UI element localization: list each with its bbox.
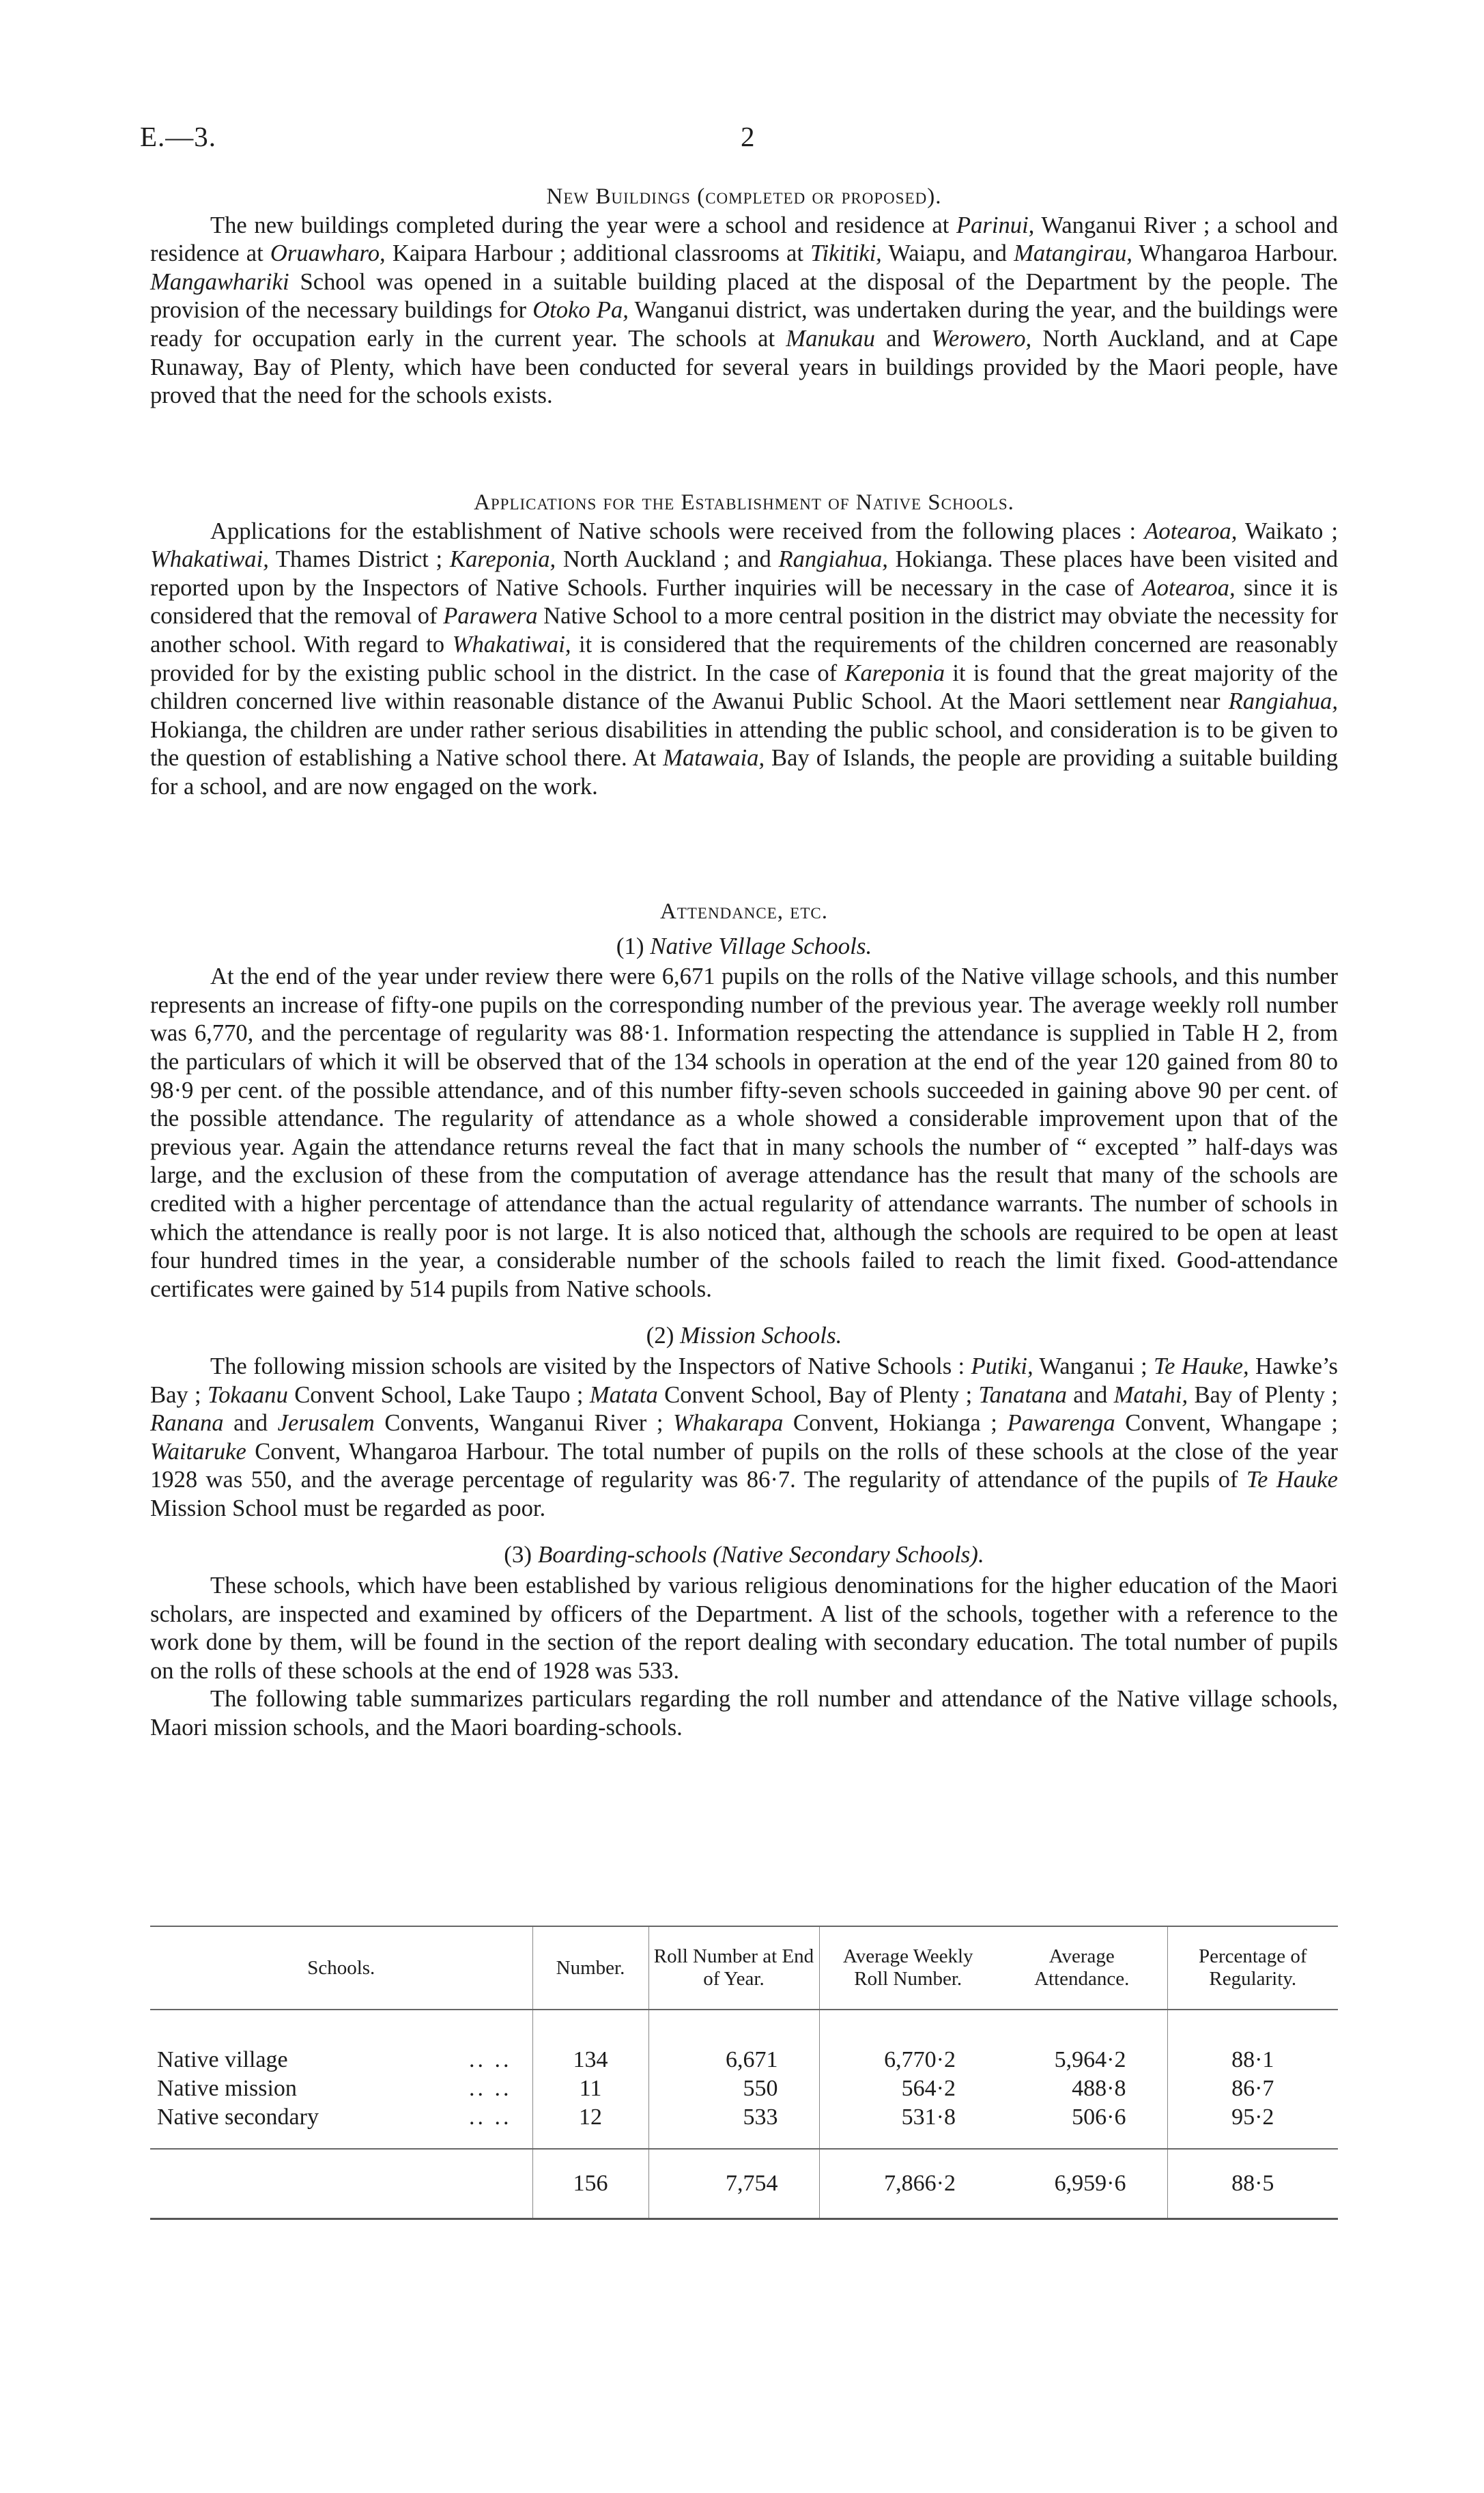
school-name: Native secondary <box>157 2104 319 2130</box>
section-title-attendance: Attendance, etc. <box>660 899 828 924</box>
place-name: Tokaanu <box>208 1381 288 1408</box>
cell-regularity: 88·1 <box>1167 2010 1338 2074</box>
total-label-empty <box>150 2149 532 2219</box>
subsection-number-boarding: (3) <box>504 1541 532 1568</box>
col-header-weekly: Average Weekly Roll Number. <box>819 1926 997 2010</box>
place-name: Whakarapa <box>673 1410 784 1437</box>
place-name: Te Hauke, <box>1154 1353 1249 1379</box>
paragraph-applications: Applications for the establishment of Native schools were received from the following places : Aotearoa, Waikato ; Whakatiwai, Thames District ; Kareponia, North Auckland ; and Rangiahua, Hokianga. These places have been visited and reported upon by the Inspectors of Native Schools. Further inquiries will be necessary in the case of Aotearoa, since it is considered that the removal of Parawera Native School to a more central position in the district may obviate the necessity for another school. With regard to Whakatiwai, it is considered that the requirements of the children concerned are reasonably provided for by the existing public school in the district. In the case of Kareponia it is found that the great majority of the children concerned live within reasonable distance of the Awanui Public School. At the Maori settlement near Rangiahua, Hokianga, the children are under rather serious disabilities in attending the public school, and consideration is to be given to the question of establishing a Native school there. At Matawaia, Bay of Islands, the people are providing a suitable building for a school, and are now engaged on the work. <box>150 518 1339 800</box>
page-number: 2 <box>741 121 755 152</box>
table-header-row <box>150 1926 1338 2010</box>
place-name: Te Hauke <box>1246 1467 1338 1493</box>
cell-attendance: 506·6 <box>1072 2104 1126 2130</box>
section-title-applications: Applications for the Establishment of Native Schools. <box>474 490 1014 515</box>
col-header-schools: Schools. <box>150 1926 532 2010</box>
row-label <box>150 2010 532 2074</box>
cell-roll: 6,671 <box>648 2010 819 2074</box>
cell-weekly: 564·2 <box>819 2074 997 2103</box>
place-name: Matata <box>589 1381 658 1408</box>
cell-number: 11 <box>532 2074 648 2103</box>
section-attendance <box>150 898 1338 1743</box>
subsection-title-boarding <box>150 1540 1338 1569</box>
leader-dots: .. .. <box>469 2047 512 2072</box>
place-name: Whakatiwai, <box>150 546 269 573</box>
subsection-label-mission: Mission Schools. <box>680 1322 842 1349</box>
place-name: Matahi, <box>1113 1381 1188 1408</box>
col-header-regularity: Percentage of Regularity. <box>1167 1926 1338 2010</box>
paragraph-village-schools: At the end of the year under review there were 6,671 pupils on the rolls of the Native village schools, and this number represents an increase of fifty-one pupils on the corresponding number of the previous year. The average weekly roll number was 6,770, and the percentage of regularity was 88·1. Information respecting the attendance is supplied in Table H 2, from the particulars of which it will be observed that of the 134 schools in operation at the end of the year 120 gained from 80 to 98·9 per cent. of the possible attendance, and of this number fifty-seven schools succeeded in gaining above 90 per cent. of the possible attendance. The regularity of attendance as a whole showed a considerable improvement upon that of the previous year. Again the attendance returns reveal the fact that in many schools the number of “ excepted ” half-days was large, and the exclusion of these from the computation of average attendance has the result that many of the schools are credited with a higher percentage of attendance than the actual regularity of attendance warrants. The number of schools in which the attendance is really poor is not large. It is also noticed that, although the schools are required to be open at least four hundred times in the year, a considerable number of the schools failed to reach the limit fixed. Good-attendance certificates were gained by 514 pupils from Native schools. <box>150 963 1338 1302</box>
table-row <box>150 2010 1338 2074</box>
col-header-roll: Roll Number at End of Year. <box>648 1926 819 2010</box>
total-roll: 7,754 <box>648 2149 819 2219</box>
place-name: Tanatana <box>978 1381 1067 1408</box>
place-name: Kareponia, <box>449 546 556 573</box>
place-name: Rangiahua, <box>1228 688 1338 715</box>
leader-dots: .. .. <box>469 2076 512 2101</box>
table-total-row <box>150 2149 1338 2219</box>
section-applications <box>150 489 1338 802</box>
place-name: Whakatiwai, <box>452 631 571 658</box>
place-name: Rangiahua, <box>778 546 888 573</box>
cell-roll: 533 <box>648 2103 819 2149</box>
cell-weekly: 531·8 <box>819 2103 997 2149</box>
place-name: Matangirau, <box>1014 240 1132 267</box>
total-weekly: 7,866·2 <box>819 2149 997 2219</box>
cell-regularity: 86·7 <box>1167 2074 1338 2103</box>
subsection-number-mission: (2) <box>646 1322 674 1349</box>
row-label <box>150 2103 532 2149</box>
place-name: Kareponia <box>844 660 945 686</box>
total-attendance: 6,959·6 <box>997 2149 1167 2219</box>
section-title-new-buildings: New Buildings (completed or proposed). <box>546 184 942 209</box>
cell-number: 134 <box>532 2010 648 2074</box>
place-name: Manukau <box>786 325 875 352</box>
cell-regularity: 95·2 <box>1167 2103 1338 2149</box>
table-row <box>150 2103 1338 2149</box>
paragraph-mission-schools: The following mission schools are visited by the Inspectors of Native Schools : Putiki, Wanganui ; Te Hauke, Hawke’s Bay ; Tokaanu Convent School, Lake Taupo ; Matata Convent School, Bay of Plenty ; Tanatana and Matahi, Bay of Plenty ; Ranana and Jerusalem Convents, Wanganui River ; Whakarapa Convent, Hokianga ; Pawarenga Convent, Whangape ; Waitaruke Convent, Whangaroa Harbour. The total number of pupils on the rolls of these schools at the close of the year 1928 was 550, and the average percentage of regularity was 86·7. The regularity of attendance of the pupils of Te Hauke Mission School must be regarded as poor. <box>150 1353 1339 1521</box>
paragraph-boarding-schools: These schools, which have been established by various religious denominations for the higher education of the Maori scholars, are inspected and examined by officers of the Department. A list of the schools, together with a reference to the work done by them, will be found in the section of the report dealing with secondary education. The total number of pupils on the rolls of these schools at the end of 1928 was 533. <box>150 1573 1338 1684</box>
attendance-table <box>150 1926 1338 2220</box>
series-reference: E.—3. <box>140 121 217 152</box>
cell-weekly: 6,770·2 <box>819 2010 997 2074</box>
place-name: Parinui, <box>956 212 1035 238</box>
col-header-number: Number. <box>532 1926 648 2010</box>
place-name: Pawarenga <box>1007 1410 1115 1437</box>
place-name: Parawera <box>443 603 538 630</box>
place-name: Jerusalem <box>277 1410 375 1437</box>
place-name: Aotearoa, <box>1144 518 1238 544</box>
paragraph-new-buildings: The new buildings completed during the year were a school and residence at Parinui, Wanganui River ; a school and residence at Oruawharo, Kaipara Harbour ; additional classrooms at Tikitiki, Waiapu, and Matangirau, Whangaroa Harbour. Mangawhariki School was opened in a suitable building placed at the disposal of the Department by the people. The provision of the necessary buildings for Otoko Pa, Wanganui district, was undertaken during the year, and the buildings were ready for occupation early in the current year. The schools at Manukau and Werowero, North Auckland, and at Cape Runaway, Bay of Plenty, which have been conducted for several years in buildings provided by the Maori people, have proved that the need for the schools exists. <box>150 212 1339 409</box>
leader-dots: .. .. <box>469 2104 512 2130</box>
school-name: Native village <box>157 2047 288 2072</box>
subsection-title-mission <box>150 1321 1338 1350</box>
place-name: Putiki, <box>971 1353 1033 1379</box>
paragraph-table-intro: The following table summarizes particulars regarding the roll number and attendance of the Native village schools, Maori mission schools, and the Maori boarding-schools. <box>150 1686 1338 1741</box>
section-new-buildings <box>150 183 1338 410</box>
place-name: Ranana <box>150 1410 224 1437</box>
place-name: Tikitiki, <box>810 240 882 267</box>
subsection-title-village <box>150 932 1338 961</box>
table-row <box>150 2074 1338 2103</box>
place-name: Matawaia, <box>663 745 765 772</box>
place-name: Werowero, <box>931 325 1032 352</box>
place-name: Oruawharo, <box>270 240 386 267</box>
cell-number: 12 <box>532 2103 648 2149</box>
subsection-number-village: (1) <box>616 932 644 959</box>
place-name: Aotearoa, <box>1142 574 1236 601</box>
place-name: Waitaruke <box>150 1438 246 1465</box>
school-name: Native mission <box>157 2076 297 2101</box>
place-name: Mangawhariki <box>150 268 289 295</box>
cell-attendance: 5,964·2 <box>1054 2047 1126 2072</box>
place-name: Otoko Pa, <box>532 297 629 324</box>
cell-roll: 550 <box>648 2074 819 2103</box>
cell-attendance: 488·8 <box>1072 2076 1126 2101</box>
total-regularity: 88·5 <box>1167 2149 1338 2219</box>
col-header-attendance: Average Attendance. <box>997 1926 1167 2010</box>
total-number: 156 <box>532 2149 648 2219</box>
row-label <box>150 2074 532 2103</box>
subsection-label-village: Native Village Schools. <box>650 932 872 959</box>
subsection-label-boarding: Boarding-schools (Native Secondary Schools). <box>537 1541 984 1568</box>
